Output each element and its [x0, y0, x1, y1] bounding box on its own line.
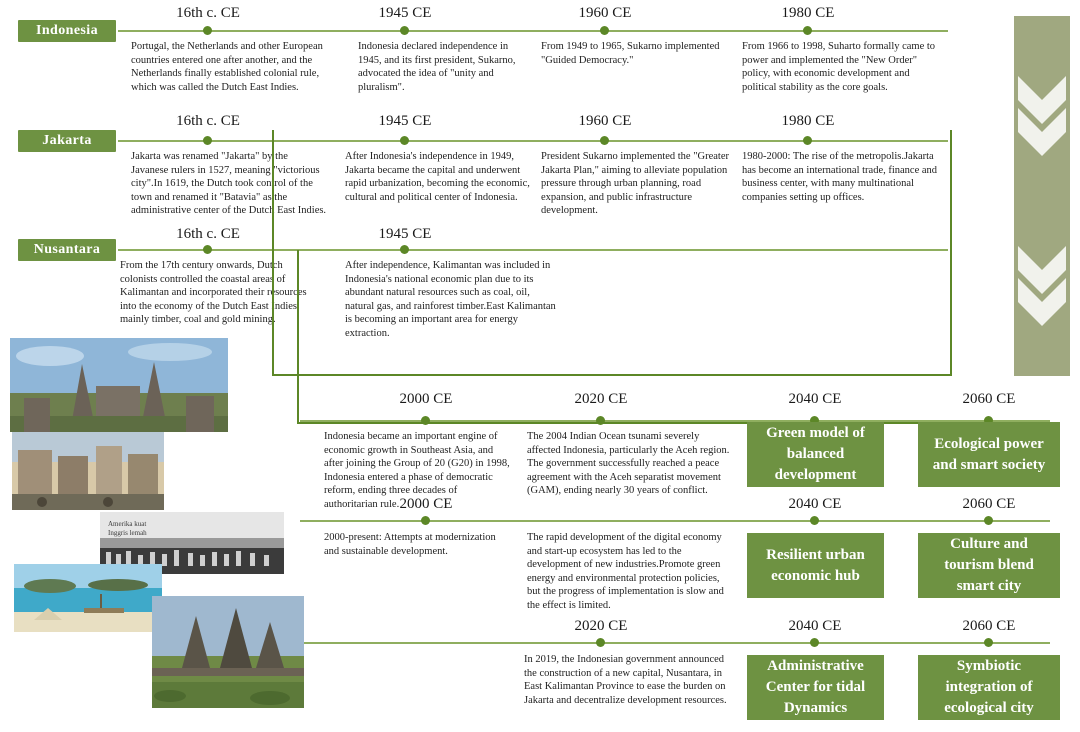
- row-label-nusantara: Nusantara: [18, 239, 116, 261]
- axis-dot: [203, 245, 212, 254]
- axis-dot: [596, 638, 605, 647]
- blurb-jakarta-1: Jakarta was renamed "Jakarta" by the Javanese rulers in 1527, meaning "victorious city".In 1619, the Dutch took control of the town and renamed it "Batavia" as the administrative center of the Dutch East Indies.: [131, 151, 327, 216]
- year-indonesia-4: 1980 CE: [781, 5, 835, 21]
- blurb-jakarta-3: President Sukarno implemented the "Greater Jakarta Plan," aiming to alleviate population pressure through urban planning, road expansion, and public infrastructure development.: [541, 151, 729, 216]
- photo-beach-boats: [14, 564, 162, 632]
- blurb-nusantara-2: After independence, Kalimantan was included in Indonesia's national economic plan due to its abundant natural resources such as coal, oil, natural gas, and rainforest timber.East Kalimantan is becoming an important area for energy extraction.: [345, 260, 556, 339]
- photo-temple-gate: [10, 338, 228, 432]
- chevron-arrows-icon: [1014, 16, 1070, 376]
- year-jakarta-1: 16th c. CE: [176, 113, 240, 129]
- photo-temple-field: [152, 596, 304, 708]
- year-nusantara-lower-1: 2020 CE: [574, 618, 628, 634]
- year-jakarta-3: 1960 CE: [578, 113, 632, 129]
- outcome-nusantara-2060: Symbiotic integration of ecological city: [918, 655, 1060, 720]
- axis-dot: [203, 26, 212, 35]
- blurb-jakarta-lower-2: The rapid development of the digital economy and start-up ecosystem has led to the development of new industries.Promote green energy and environmental protection policies, but the progress of implementation is slow and the effect is limited.: [527, 532, 724, 611]
- axis-dot: [803, 26, 812, 35]
- outcome-jakarta-2060: Culture and tourism blend smart city: [918, 533, 1060, 598]
- outcome-jakarta-2040: Resilient urban economic hub: [747, 533, 884, 598]
- year-nusantara-2: 1945 CE: [378, 226, 432, 242]
- year-jakarta-lower-2: 2040 CE: [788, 496, 842, 512]
- year-indonesia-lower-4: 2060 CE: [962, 391, 1016, 407]
- year-jakarta-2: 1945 CE: [378, 113, 432, 129]
- year-jakarta-4: 1980 CE: [781, 113, 835, 129]
- axis-nusantara-lower: [300, 642, 1050, 644]
- axis-indonesia-upper: [118, 30, 948, 32]
- axis-dot: [596, 416, 605, 425]
- photo-old-street: [12, 432, 164, 510]
- year-indonesia-1: 16th c. CE: [176, 5, 240, 21]
- axis-dot: [600, 26, 609, 35]
- blurb-indonesia-3: From 1949 to 1965, Sukarno implemented "Guided Democracy.": [541, 41, 720, 66]
- year-indonesia-3: 1960 CE: [578, 5, 632, 21]
- blurb-indonesia-4: From 1966 to 1998, Suharto formally came to power and implemented the "New Order" policy, with economic development and political stability as the core goals.: [742, 41, 936, 93]
- row-label-indonesia: Indonesia: [18, 20, 116, 42]
- year-jakarta-lower-3: 2060 CE: [962, 496, 1016, 512]
- outcome-indonesia-2040: Green model of balanced development: [747, 422, 884, 487]
- axis-dot: [984, 516, 993, 525]
- photo-beach-boats-art: [14, 564, 162, 632]
- photo-temple-gate-art: [10, 338, 228, 432]
- year-indonesia-2: 1945 CE: [378, 5, 432, 21]
- year-jakarta-lower-1: 2000 CE: [399, 496, 453, 512]
- blurb-jakarta-4: 1980-2000: The rise of the metropolis.Jakarta has become an international trade, finance and business center, with many multinational companies setting up offices.: [742, 151, 938, 203]
- year-indonesia-lower-2: 2020 CE: [574, 391, 628, 407]
- row-label-jakarta: Jakarta: [18, 130, 116, 152]
- axis-dot: [810, 638, 819, 647]
- blurb-indonesia-lower-1: Indonesia became an important engine of economic growth in Southeast Asia, and after joining the Group of 20 (G20) in 1998, Indonesia entered a phase of democratic reform, ending three decades of authoritarian rule.: [324, 431, 510, 510]
- blurb-jakarta-2: After Indonesia's independence in 1949, Jakarta became the capital and underwent rapid urbanization, becoming the economic, cultural and political center of Indonesia.: [345, 151, 530, 203]
- chevron-strip: [1014, 16, 1070, 376]
- photo-old-street-art: [12, 432, 164, 510]
- outcome-nusantara-2040: Administrative Center for tidal Dynamics: [747, 655, 884, 720]
- blurb-indonesia-2: Indonesia declared independence in 1945, and its first president, Sukarno, advocated the idea of "unity and pluralism".: [358, 41, 516, 93]
- svg-text:Inggris lemah: Inggris lemah: [108, 529, 147, 537]
- outcome-indonesia-2060: Ecological power and smart society: [918, 422, 1060, 487]
- blurb-nusantara-lower-1: In 2019, the Indonesian government announced the construction of a new capital, Nusantara, in East Kalimantan Province to ease the burden on Jakarta and decentralize development resources.: [524, 654, 727, 706]
- year-indonesia-lower-3: 2040 CE: [788, 391, 842, 407]
- year-nusantara-lower-2: 2040 CE: [788, 618, 842, 634]
- axis-dot: [984, 638, 993, 647]
- axis-dot: [810, 516, 819, 525]
- axis-dot: [421, 516, 430, 525]
- axis-dot: [400, 26, 409, 35]
- axis-dot: [203, 136, 212, 145]
- axis-dot: [421, 416, 430, 425]
- year-nusantara-lower-3: 2060 CE: [962, 618, 1016, 634]
- svg-text:Amerika kuat: Amerika kuat: [108, 520, 147, 528]
- blurb-indonesia-1: Portugal, the Netherlands and other European countries entered one after another, and the Netherlands finally established colonial rule, which was called the Dutch East Indies.: [131, 41, 323, 93]
- axis-jakarta-lower: [300, 520, 1050, 522]
- year-indonesia-lower-1: 2000 CE: [399, 391, 453, 407]
- photo-temple-field-art: [152, 596, 304, 708]
- year-nusantara-1: 16th c. CE: [176, 226, 240, 242]
- blurb-nusantara-1: From the 17th century onwards, Dutch colonists controlled the coastal areas of Kalimantan and incorporated their resources into the economy of the Dutch East Indies, mainly timber, coal and gold mining.: [120, 260, 307, 325]
- blurb-jakarta-lower-1: 2000-present: Attempts at modernization and sustainable development.: [324, 532, 496, 557]
- blurb-indonesia-lower-2: The 2004 Indian Ocean tsunami severely affected Indonesia, particularly the Aceh region. The government successfully reached a peace agreement with the Aceh separatist movement (GAM), ending nearly 30 years of conflict.: [527, 431, 730, 496]
